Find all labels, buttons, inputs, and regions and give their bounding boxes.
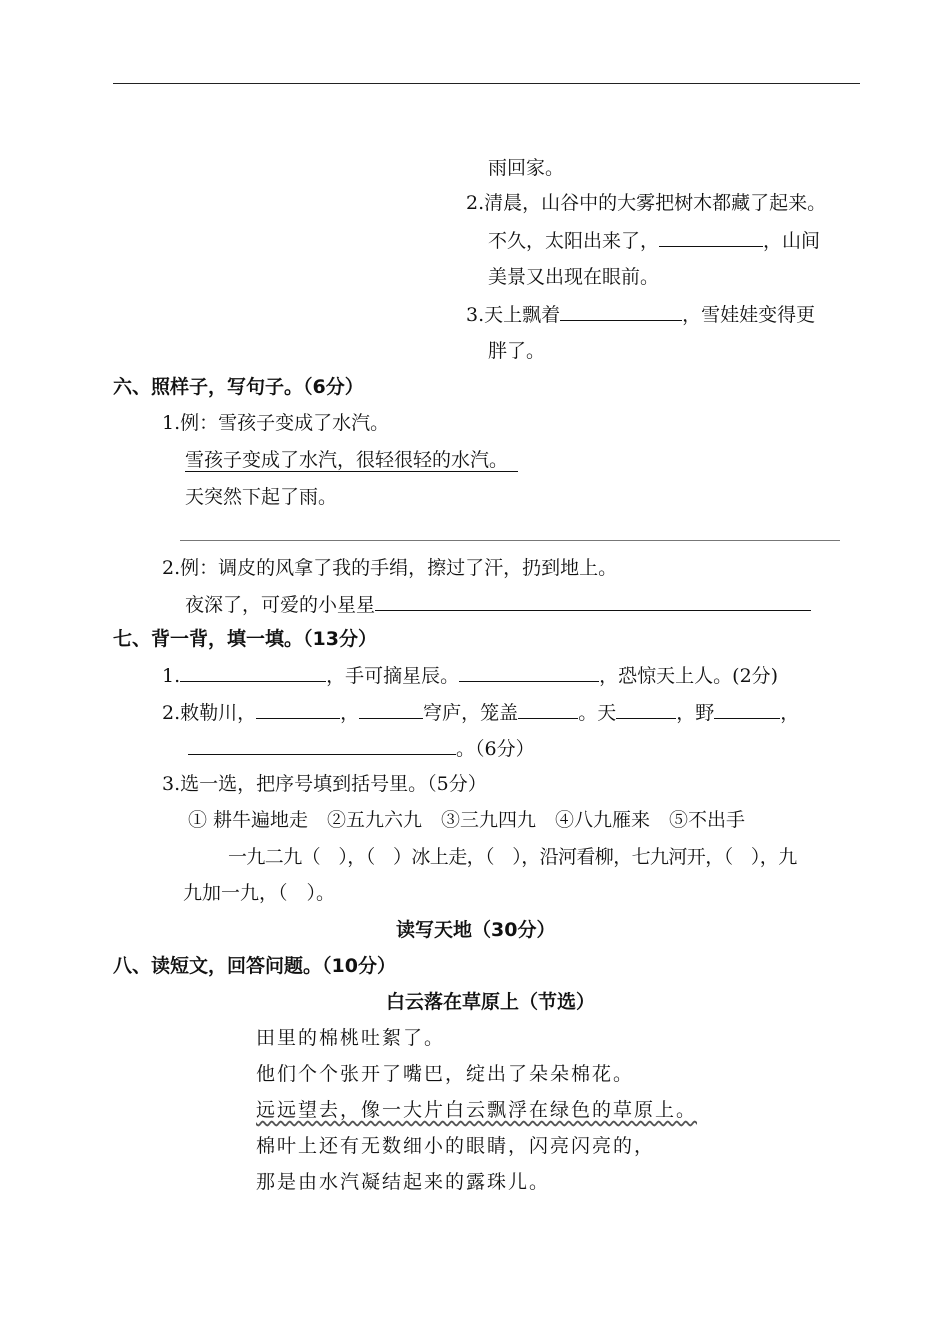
passage-line: 棉叶上还有无数细小的眼睛，闪亮闪亮的，	[256, 1135, 656, 1157]
item-number: 2.	[162, 702, 181, 724]
passage-line	[256, 1098, 697, 1122]
item-text: 。（6分）	[456, 738, 535, 760]
passage-line: 那是由水汽凝结起来的露珠儿。	[256, 1171, 551, 1193]
section6-q2-example: 2.例：调皮的风拿了我的手绢，擦过了汗，扔到地上。	[162, 557, 618, 579]
item-number: 3.	[466, 304, 485, 326]
section6-q1-prompt: 天突然下起了雨。	[185, 486, 338, 508]
section6-heading: 六、照样子，写句子。（6分）	[113, 376, 364, 398]
item-text: 。天	[578, 702, 617, 724]
section7-heading: 七、背一背，填一填。（13分）	[113, 628, 377, 650]
answer-blank[interactable]	[256, 700, 340, 719]
part-title: 读写天地（30分）	[396, 919, 556, 941]
wavy-underlined-sentence: 远远望去，像一大片白云飘浮在绿色的草原上。	[256, 1099, 698, 1121]
item-text: ，手可摘星辰。	[326, 665, 460, 687]
section6-q2-prompt	[185, 592, 811, 617]
item-text: ，雪娃娃变得更	[682, 304, 816, 326]
passage-line: 他们个个张开了嘴巴，绽出了朵朵棉花。	[256, 1063, 635, 1085]
section8-heading: 八、读短文，回答问题。（10分）	[113, 955, 396, 977]
item-text: ，	[340, 702, 360, 724]
answer-blank[interactable]	[659, 228, 763, 247]
section7-q3-heading: 3.选一选，把序号填到括号里。（5分）	[162, 773, 487, 795]
item-text: ，野	[676, 702, 715, 724]
answer-blank[interactable]	[375, 592, 811, 611]
answer-blank[interactable]	[714, 700, 780, 719]
section7-q2-line2	[188, 736, 535, 761]
answer-blank[interactable]	[188, 736, 456, 755]
section6-q1-example: 1.例：雪孩子变成了水汽。	[162, 412, 390, 434]
item-text: 天上飘着	[484, 304, 561, 326]
answer-blank[interactable]	[518, 700, 578, 719]
right-item2-line3: 美景又出现在眼前。	[488, 266, 660, 288]
right-item3-line1	[466, 302, 815, 327]
item-text: 清晨，山谷中的大雾把树木都藏了起来。	[484, 192, 827, 214]
answer-blank[interactable]	[616, 700, 676, 719]
item-text: ，恐惊天上人。(2分)	[599, 665, 779, 687]
answer-blank[interactable]	[459, 663, 599, 682]
prompt-text: 夜深了，可爱的小星星	[185, 594, 376, 616]
section7-q3-options: ① 耕牛遍地走 ②五九六九 ③三九四九 ④八九雁来 ⑤不出手	[188, 809, 746, 831]
right-item3-line2: 胖了。	[488, 340, 546, 362]
right-line-a: 雨回家。	[488, 157, 565, 179]
section7-q3-line1: 一九二九（ ），（ ）冰上走，（ ），沿河看柳，七九河开，（ ），九	[228, 846, 797, 868]
section7-q1	[162, 663, 778, 688]
right-item2-line1	[466, 191, 826, 215]
item-text: 不久，太阳出来了，	[488, 230, 660, 252]
section7-q2-line1	[162, 700, 799, 725]
answer-blank[interactable]	[560, 302, 682, 321]
passage-line: 田里的棉桃吐絮了。	[256, 1027, 446, 1049]
passage-title: 白云落在草原上（节选）	[386, 991, 596, 1013]
item-text: ，山间	[763, 230, 821, 252]
section7-q3-line2: 九加一九，（ ）。	[183, 882, 336, 904]
answer-blank[interactable]	[180, 663, 326, 682]
item-text: 穹庐，笼盖	[423, 702, 519, 724]
answer-blank[interactable]	[359, 700, 423, 719]
section6-q1-model	[185, 448, 518, 472]
right-item2-line2	[488, 228, 820, 253]
item-text: 敕勒川，	[180, 702, 257, 724]
item-text: ，	[780, 702, 800, 724]
section6-q1-answer-line[interactable]	[180, 540, 840, 541]
item-number: 2.	[466, 192, 485, 214]
model-sentence: 雪孩子变成了水汽，很轻很轻的水汽。	[185, 449, 518, 472]
header-rule	[113, 83, 860, 84]
item-number: 1.	[162, 665, 181, 687]
